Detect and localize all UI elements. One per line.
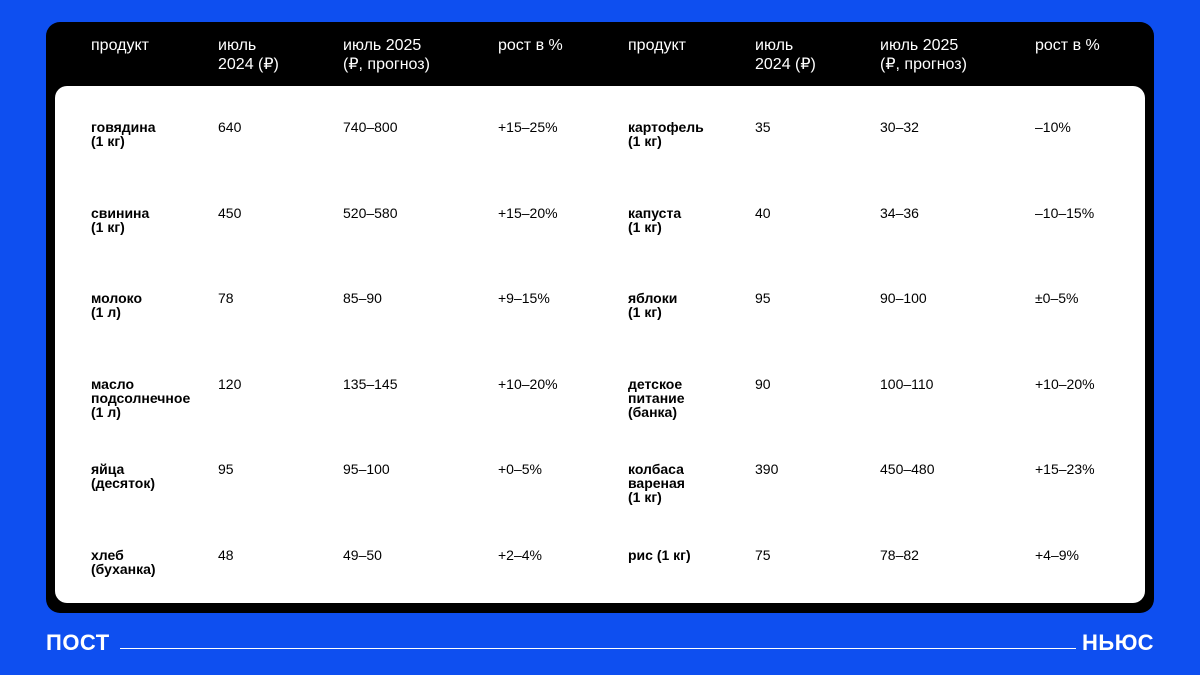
price-2024: 40 (755, 205, 771, 221)
forecast-2025: 135–145 (343, 376, 398, 392)
price-2024: 48 (218, 547, 234, 563)
growth-percent: +9–15% (498, 290, 550, 306)
brand-logo-right: НЬЮС (1082, 630, 1154, 655)
product-name: хлеб (буханка) (91, 547, 156, 577)
forecast-2025: 450–480 (880, 461, 935, 477)
table-row (55, 120, 1145, 206)
forecast-2025: 90–100 (880, 290, 927, 306)
table-row (55, 206, 1145, 292)
table-header (46, 22, 1154, 86)
forecast-2025: 100–110 (880, 376, 934, 392)
header-growth: рост в % (498, 37, 563, 54)
product-name: рис (1 кг) (628, 547, 691, 563)
forecast-2025: 34–36 (880, 205, 919, 221)
product-name: свинина (1 кг) (91, 205, 150, 235)
forecast-2025: 740–800 (343, 119, 398, 135)
growth-percent: +10–20% (1035, 376, 1095, 392)
price-2024: 640 (218, 119, 242, 135)
product-name: детское питание (банка) (628, 376, 685, 420)
product-name: картофель (1 кг) (628, 119, 704, 149)
growth-percent: +0–5% (498, 461, 542, 477)
forecast-2025: 95–100 (343, 461, 390, 477)
table-row (55, 377, 1145, 463)
product-name: молоко (1 л) (91, 290, 143, 320)
price-2024: 35 (755, 119, 771, 135)
forecast-2025: 78–82 (880, 547, 919, 563)
forecast-2025: 49–50 (343, 547, 382, 563)
price-2024: 95 (755, 290, 771, 306)
header-growth-right: рост в % (1035, 37, 1100, 54)
price-2024: 75 (755, 547, 771, 563)
price-2024: 390 (755, 461, 779, 477)
header-price-2024-right: июль 2024 (₽) (755, 37, 816, 73)
price-2024: 120 (218, 376, 242, 392)
footer-divider (120, 648, 1076, 649)
growth-percent: +2–4% (498, 547, 542, 563)
header-forecast-2025: июль 2025 (₽, прогноз) (343, 37, 430, 73)
growth-percent: ±0–5% (1035, 290, 1079, 306)
growth-percent: +10–20% (498, 376, 558, 392)
product-name: говядина (1 кг) (91, 119, 156, 149)
growth-percent: +15–23% (1035, 461, 1095, 477)
price-2024: 95 (218, 461, 234, 477)
price-table-card (46, 22, 1154, 613)
product-name: колбаса вареная (1 кг) (628, 461, 685, 505)
header-product-right: продукт (628, 37, 686, 54)
header-product: продукт (91, 37, 149, 54)
growth-percent: –10% (1035, 119, 1071, 135)
product-name: капуста (1 кг) (628, 205, 682, 235)
brand-logo-left: ПОСТ (46, 630, 110, 655)
forecast-2025: 85–90 (343, 290, 382, 306)
header-forecast-2025-right: июль 2025 (₽, прогноз) (880, 37, 967, 73)
growth-percent: +15–20% (498, 205, 558, 221)
product-name: яблоки (1 кг) (628, 290, 678, 320)
growth-percent: +4–9% (1035, 547, 1079, 563)
forecast-2025: 30–32 (880, 119, 919, 135)
table-row (55, 291, 1145, 377)
footer (0, 622, 1200, 662)
growth-percent: –10–15% (1035, 205, 1095, 221)
price-2024: 78 (218, 290, 234, 306)
product-name: масло подсолнечное (1 л) (91, 376, 191, 420)
product-name: яйца (десяток) (91, 461, 155, 491)
table-body (55, 86, 1145, 603)
header-price-2024: июль 2024 (₽) (218, 37, 279, 73)
table-row (55, 462, 1145, 548)
forecast-2025: 520–580 (343, 205, 398, 221)
price-2024: 450 (218, 205, 242, 221)
growth-percent: +15–25% (498, 119, 558, 135)
price-2024: 90 (755, 376, 771, 392)
